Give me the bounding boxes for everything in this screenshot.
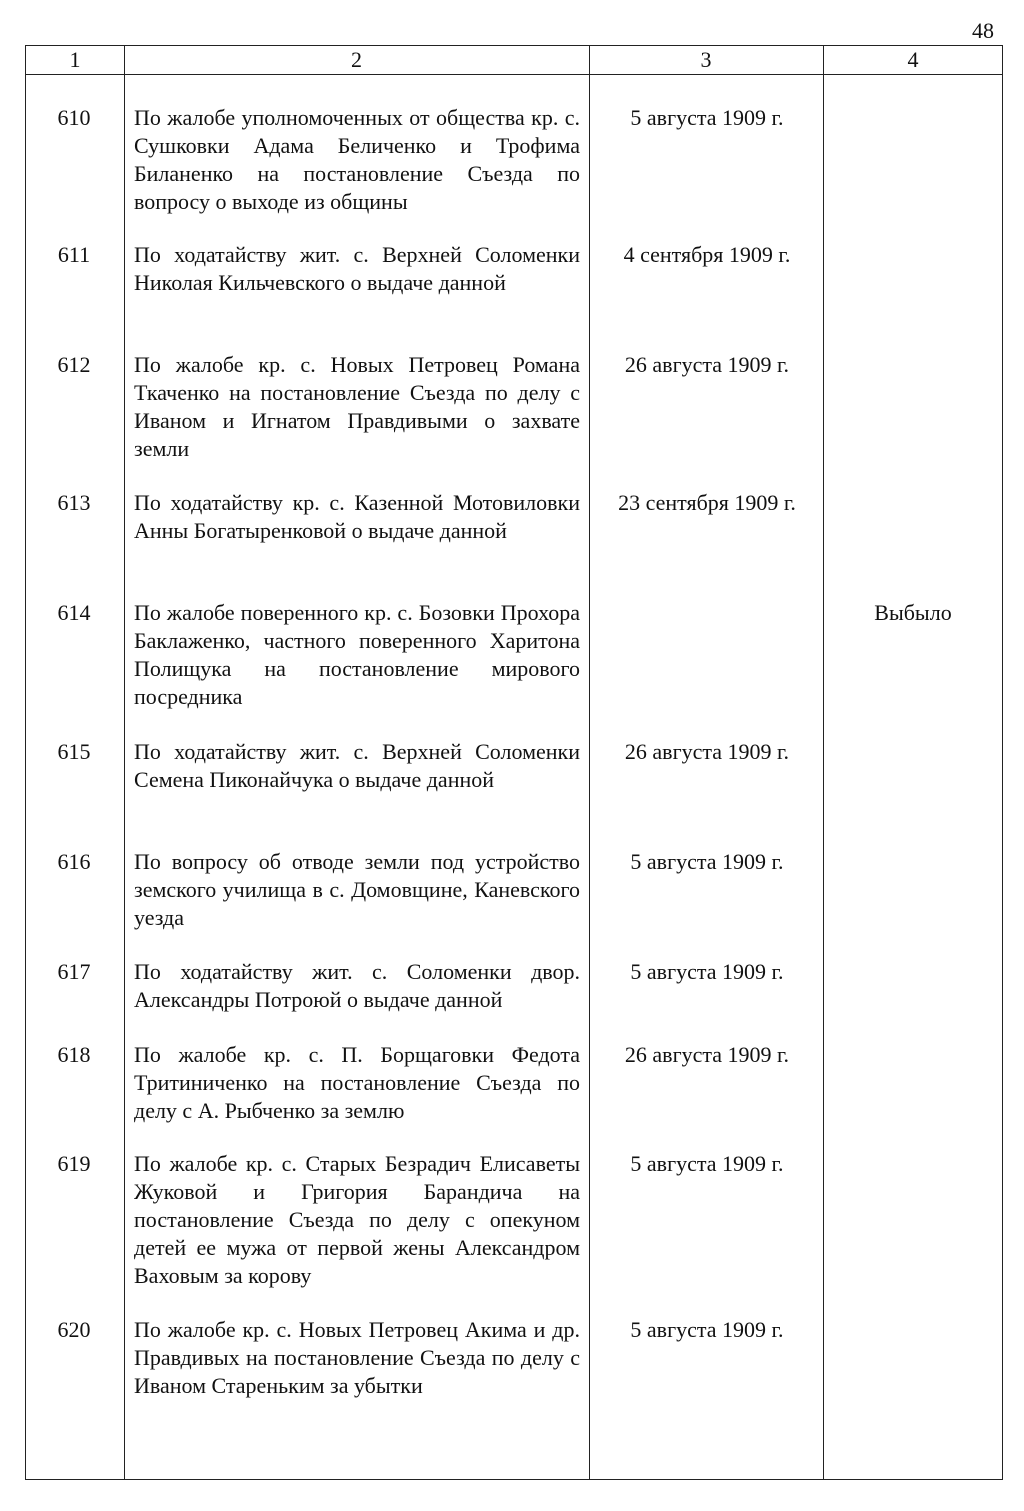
column-header-4: 4 [907, 47, 919, 72]
case-description: По вопросу об отводе земли под устройство земского училища в с. Домовщине, Каневского уезда [134, 849, 580, 930]
case-number: 610 [57, 105, 91, 130]
case-date: 5 августа 1909 г. [630, 959, 784, 984]
column-divider [823, 46, 824, 1479]
case-description: По ходатайству жит. с. Верхней Соломенки Семена Пиконайчука о выдаче данной [134, 739, 580, 792]
case-date: 5 августа 1909 г. [630, 1151, 784, 1176]
case-description: По ходатайству жит. с. Верхней Соломенки Николая Кильчевского о выдаче данной [134, 242, 580, 295]
column-divider [589, 46, 590, 1479]
case-description: По жалобе кр. с. Новых Петровец Романа Ткаченко на постановление Съезда по делу с Иваном и Игнатом Правдивыми о захвате земли [134, 352, 580, 461]
case-date: 4 сентября 1909 г. [623, 242, 791, 267]
case-description: По ходатайству жит. с. Соломенки двор. Александры Потроюй о выдаче данной [134, 959, 580, 1012]
header-divider [26, 74, 1002, 75]
case-description: По жалобе кр. с. Старых Безрадич Елисаветы Жуковой и Григория Барандича на постановление Съезда по делу с опекуном детей ее мужа от первой жены Александром Ваховым за корову [134, 1151, 580, 1288]
case-number: 611 [57, 242, 91, 267]
case-date: 26 августа 1909 г. [624, 1042, 790, 1067]
column-header-2: 2 [351, 47, 362, 72]
case-description: По жалобе кр. с. Новых Петровец Акима и др. Правдивых на постановление Съезда по делу с Иваном Стареньким за убытки [134, 1317, 580, 1398]
case-number: 619 [57, 1151, 91, 1176]
case-number: 616 [57, 849, 91, 874]
case-date: 26 августа 1909 г. [624, 739, 790, 764]
case-date: 5 августа 1909 г. [630, 105, 784, 130]
case-number: 618 [57, 1042, 91, 1067]
case-date: 5 августа 1909 г. [630, 1317, 784, 1342]
case-number: 612 [57, 352, 91, 377]
case-date: 5 августа 1909 г. [630, 849, 784, 874]
case-description: По жалобе поверенного кр. с. Бозовки Прохора Баклаженко, частного поверенного Харитона Полищука на постановление мирового посредника [134, 600, 580, 709]
case-number: 617 [57, 959, 91, 984]
column-header-3: 3 [700, 47, 712, 72]
column-header-1: 1 [69, 47, 81, 72]
case-description: По жалобе кр. с. П. Борщаговки Федота Тритиниченко на постановление Съезда по делу с А. Рыбченко за землю [134, 1042, 580, 1123]
case-description: По ходатайству кр. с. Казенной Мотовиловки Анны Богатыренковой о выдаче данной [134, 490, 580, 543]
register-table [25, 45, 1003, 1480]
case-description: По жалобе уполномоченных от общества кр. с. Сушковки Адама Беличенко и Трофима Биланенко на постановление Съезда по вопросу о выходе из общины [134, 105, 580, 214]
case-number: 613 [57, 490, 91, 515]
column-divider [124, 46, 125, 1479]
case-note: Выбыло [874, 600, 952, 625]
case-number: 620 [57, 1317, 91, 1342]
case-date: 23 сентября 1909 г. [618, 490, 796, 515]
case-date: 26 августа 1909 г. [624, 352, 790, 377]
case-number: 614 [57, 600, 91, 625]
case-number: 615 [57, 739, 91, 764]
page-number: 48 [972, 18, 994, 43]
